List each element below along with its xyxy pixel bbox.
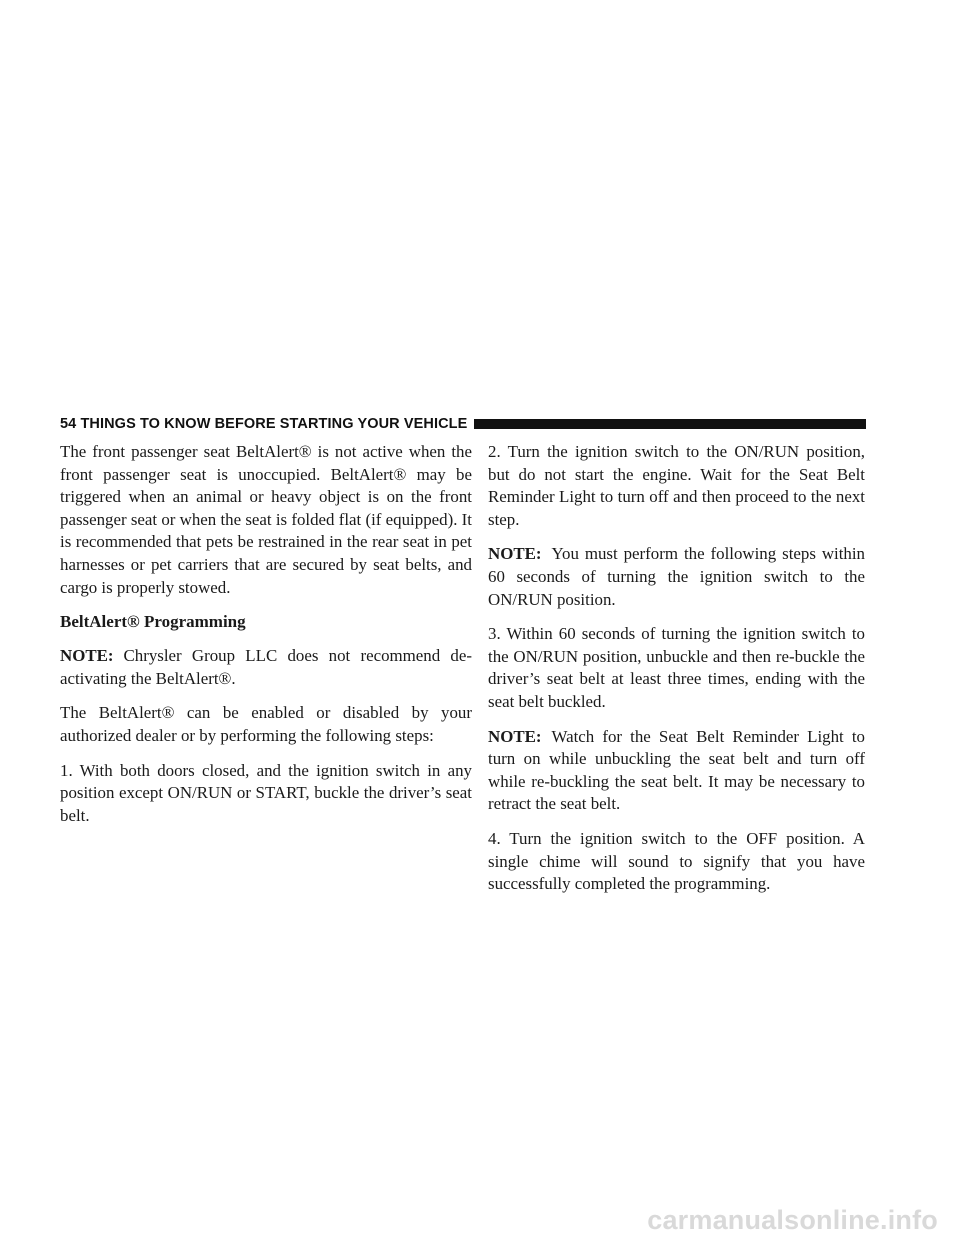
section-heading: BeltAlert® Programming — [60, 612, 246, 632]
intro-paragraph: The front passenger seat BeltAlert® is not active when the front passenger seat is unoccupied. BeltAlert® may be triggered when an animal or heavy object is on the front passenger seat or when the seat is folded flat (if equipped). It is recommended that pets be restrained in the rear seat in pet harnesses or pet carriers that are secured by seat belts, and cargo is properly stowed. — [60, 442, 472, 597]
programming-intro-paragraph: The BeltAlert® can be enabled or disabled by your authorized dealer or by performing the following steps: — [60, 703, 472, 745]
header-rule — [474, 419, 866, 429]
right-column — [488, 441, 865, 908]
note-paragraph — [60, 645, 472, 690]
page-header — [60, 416, 866, 432]
step-1: 1. With both doors closed, and the ignition switch in any position except ON/RUN or START, buckle the driver’s seat belt. — [60, 760, 472, 825]
page-number-and-section-title: 54 THINGS TO KNOW BEFORE STARTING YOUR VEHICLE — [60, 416, 468, 432]
note-paragraph — [488, 726, 865, 816]
note-text: You must perform the following steps within 60 seconds of turning the ignition switch to the ON/RUN position. — [488, 544, 865, 609]
step-2: 2. Turn the ignition switch to the ON/RUN position, but do not start the engine. Wait for the Seat Belt Reminder Light to turn off and then proceed to the next step. — [488, 442, 865, 529]
note-label: NOTE: — [488, 544, 542, 564]
note-paragraph — [488, 543, 865, 611]
step-4: 4. Turn the ignition switch to the OFF position. A single chime will sound to signify that you have successfully completed the programming. — [488, 828, 865, 894]
left-column — [60, 441, 472, 839]
note-text: Chrysler Group LLC does not recommend de-activating the BeltAlert®. — [60, 646, 472, 688]
watermark: carmanualsonline.info — [647, 1205, 938, 1235]
step-3: 3. Within 60 seconds of turning the ignition switch to the ON/RUN position, unbuckle and then re-buckle the driver’s seat belt at least three times, ending with the seat belt buckled. — [488, 624, 865, 711]
note-label: NOTE: — [60, 646, 114, 666]
note-text: Watch for the Seat Belt Reminder Light to turn on while unbuckling the seat belt and turn off while re-buckling the seat belt. It may be necessary to retract the seat belt. — [488, 726, 865, 814]
note-label: NOTE: — [488, 726, 542, 746]
